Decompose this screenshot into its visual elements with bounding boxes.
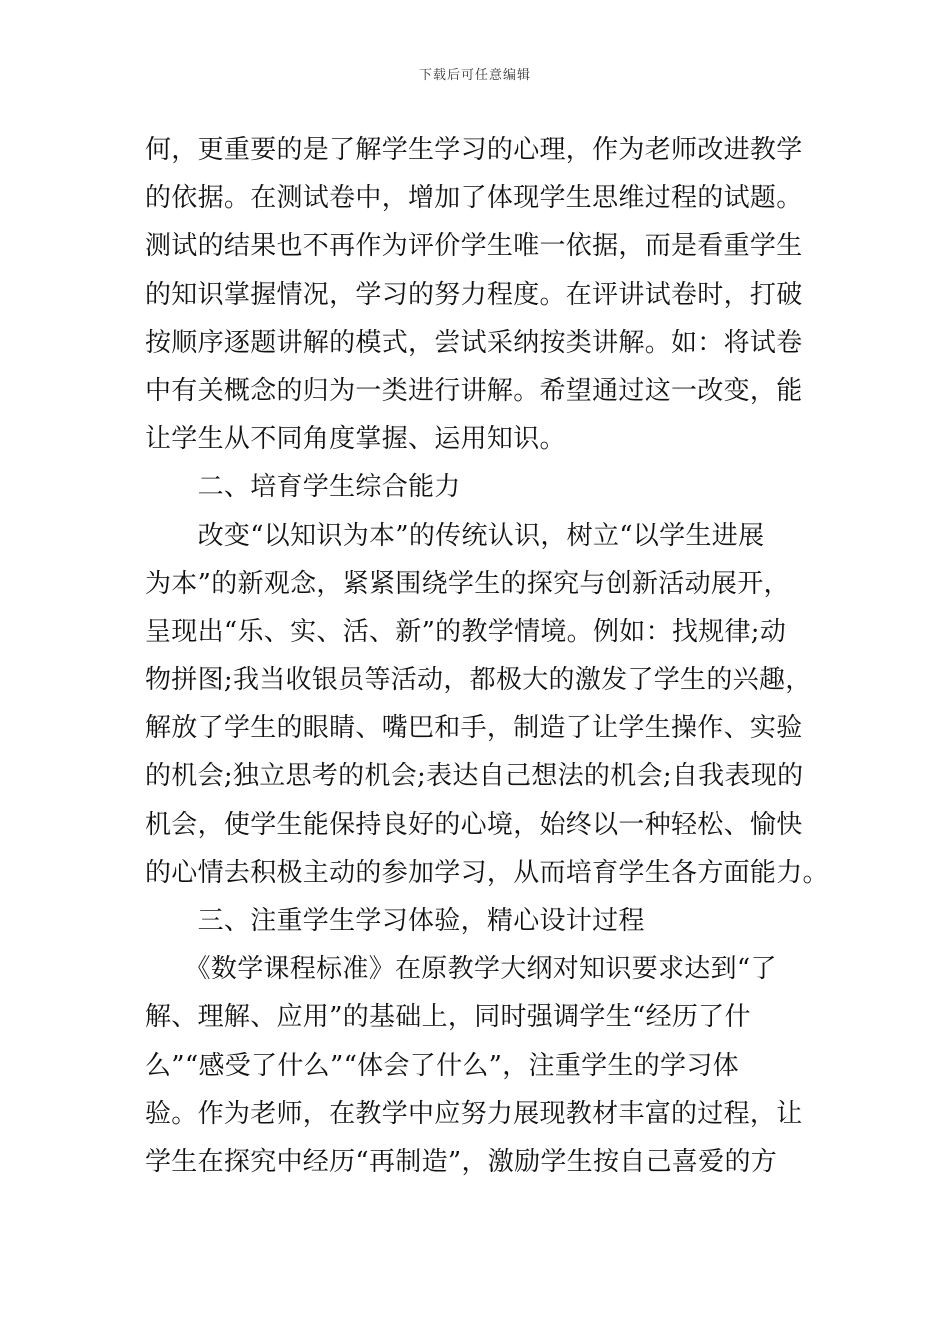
text-line: 为本”的新观念，紧紧围绕学生的探究与创新活动展开， — [145, 568, 790, 599]
text-line: 么”“感受了什么”“体会了什么”，注重学生的学习体 — [145, 1050, 739, 1081]
text-line: 的依据。在测试卷中，增加了体现学生思维过程的试题。 — [145, 183, 803, 214]
text-line: 让学生从不同角度掌握、运用知识。 — [145, 424, 566, 455]
text-line: 《数学课程标准》在原教学大纲对知识要求达到“了 — [145, 954, 777, 985]
text-line: 改变“以知识为本”的传统认识，树立“以学生进展 — [145, 520, 765, 551]
text-line: 验。作为老师，在教学中应努力展现教材丰富的过程，让 — [145, 1098, 803, 1129]
text-line: 的心情去积极主动的参加学习，从而培育学生各方面能力。 — [145, 857, 829, 888]
document-body — [145, 126, 829, 1186]
text-line: 测试的结果也不再作为评价学生唯一依据，而是看重学生 — [145, 231, 803, 262]
text-line: 机会，使学生能保持良好的心境，始终以一种轻松、愉快 — [145, 809, 803, 840]
text-line: 的知识掌握情况，学习的努力程度。在评讲试卷时，打破 — [145, 279, 803, 310]
section-heading: 三、注重学生学习体验，精心设计过程 — [145, 906, 645, 936]
text-line: 何，更重要的是了解学生学习的心理，作为老师改进教学 — [145, 135, 803, 165]
text-line: 学生在探究中经历“再制造”，激励学生按自己喜爱的方 — [145, 1146, 778, 1177]
text-line: 呈现出“乐、实、活、新”的教学情境。例如：找规律;动 — [145, 616, 787, 647]
text-line: 解、理解、应用”的基础上，同时强调学生“经历了什 — [145, 1002, 751, 1033]
page-header: 下载后可任意编辑 — [418, 68, 531, 83]
text-line: 按顺序逐题讲解的模式，尝试采纳按类讲解。如：将试卷 — [145, 327, 803, 358]
text-line: 物拼图;我当收银员等活动，都极大的激发了学生的兴趣， — [145, 665, 812, 696]
section-heading: 二、培育学生综合能力 — [145, 472, 461, 503]
text-line: 解放了学生的眼睛、嘴巴和手，制造了让学生操作、实验 — [145, 713, 803, 744]
text-line: 中有关概念的归为一类进行讲解。希望通过这一改变，能 — [145, 375, 803, 406]
text-line: 的机会;独立思考的机会;表达自己想法的机会;自我表现的 — [145, 761, 804, 792]
